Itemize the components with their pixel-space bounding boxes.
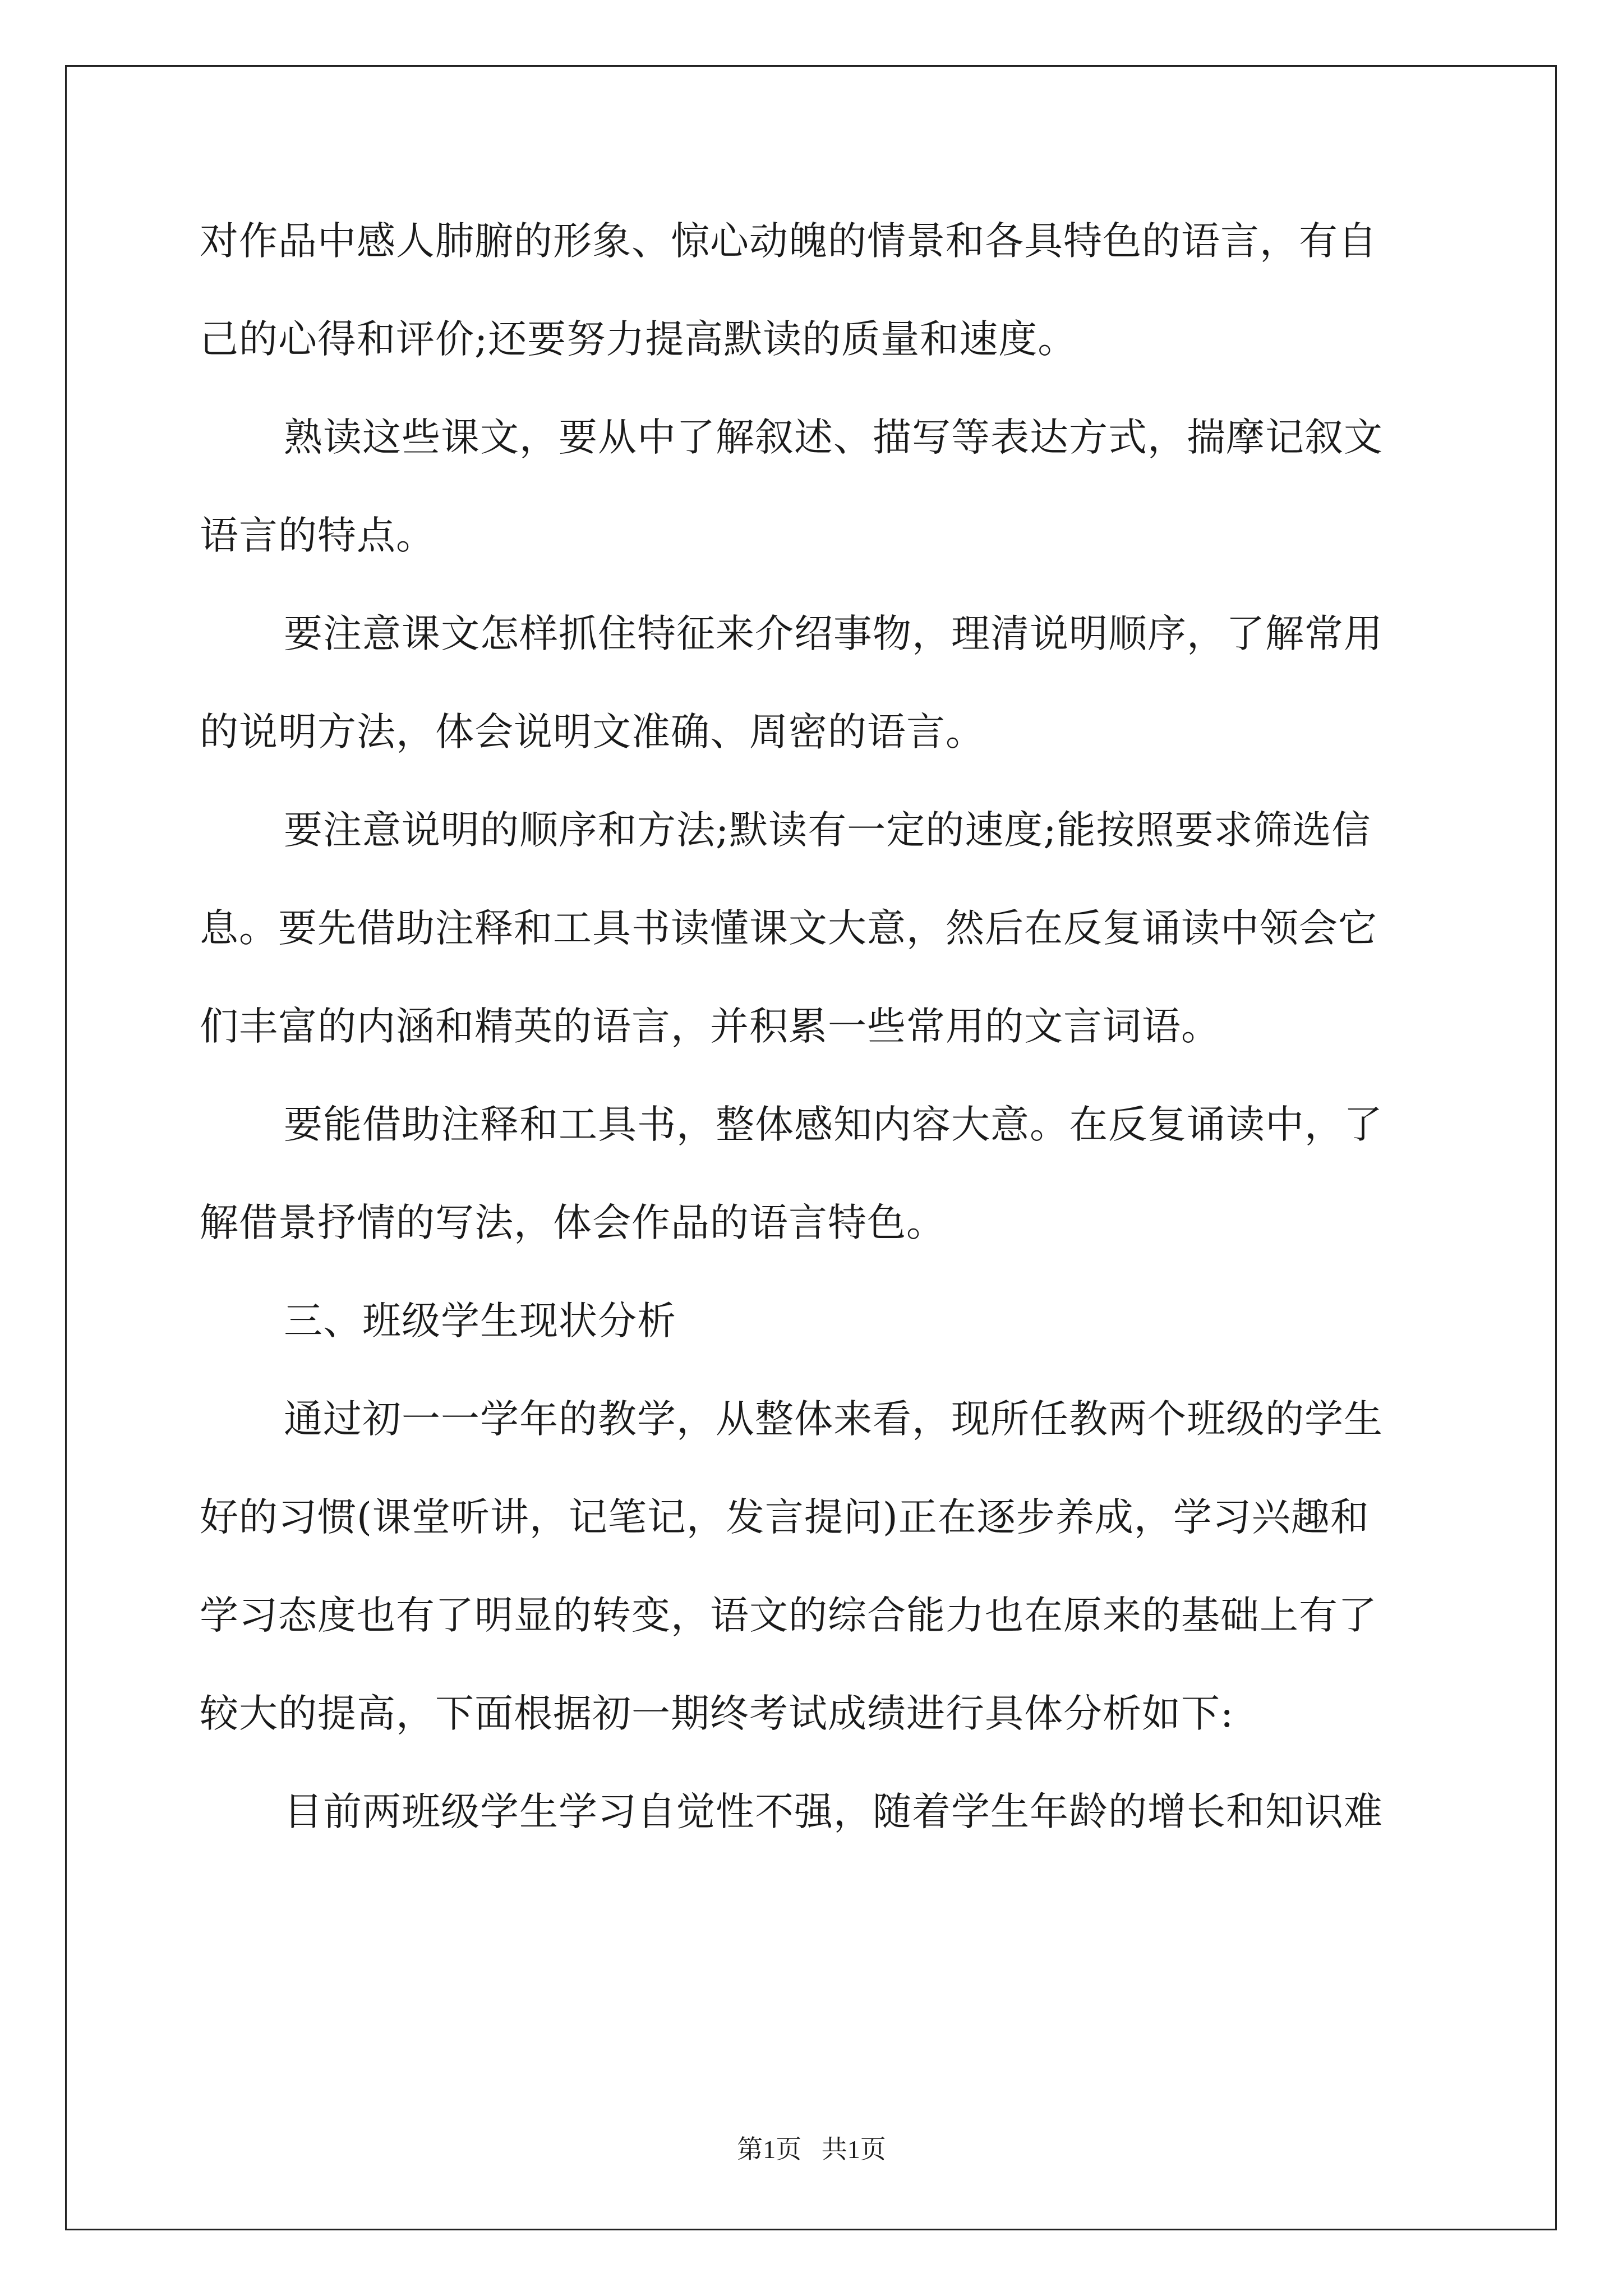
text-line: 要注意课文怎样抓住特征来介绍事物，理清说明顺序，了解常用	[284, 611, 1383, 656]
text-line: 息。要先借助注释和工具书读懂课文大意，然后在反复诵读中领会它	[200, 906, 1377, 951]
text-line: 三、班级学生现状分析	[284, 1299, 676, 1343]
text-line: 语言的特点。	[200, 513, 435, 558]
text-line: 较大的提高，下面根据初一期终考试成绩进行具体分析如下:	[200, 1691, 1234, 1736]
page-number: 第1页	[737, 2135, 802, 2164]
paragraph	[200, 1391, 1433, 1784]
document-body	[200, 213, 1433, 1882]
paragraph	[200, 1097, 1433, 1293]
text-line: 通过初一一学年的教学，从整体来看，现所任教两个班级的学生	[284, 1397, 1383, 1442]
text-line: 解借景抒情的写法，体会作品的语言特色。	[200, 1200, 946, 1245]
text-line: 好的习惯(课堂听讲，记笔记，发言提问)正在逐步养成，学习兴趣和	[200, 1495, 1370, 1540]
text-line: 们丰富的内涵和精英的语言，并积累一些常用的文言词语。	[200, 1004, 1220, 1049]
text-line: 熟读这些课文，要从中了解叙述、描写等表达方式，揣摩记叙文	[284, 415, 1383, 460]
text-line: 目前两班级学生学习自觉性不强，随着学生年龄的增长和知识难	[284, 1789, 1383, 1834]
text-line: 要注意说明的顺序和方法;默读有一定的速度;能按照要求筛选信	[284, 808, 1371, 853]
text-line: 要能借助注释和工具书，整体感知内容大意。在反复诵读中，了	[284, 1102, 1383, 1147]
section-heading	[200, 1293, 1433, 1391]
paragraph	[200, 802, 1433, 1097]
paragraph	[200, 606, 1433, 802]
text-line: 己的心得和评价;还要努力提高默读的质量和速度。	[200, 317, 1077, 362]
page-footer	[0, 2129, 1623, 2166]
paragraph	[200, 213, 1433, 409]
text-line: 对作品中感人肺腑的形象、惊心动魄的情景和各具特色的语言，有自	[200, 219, 1377, 264]
paragraph	[200, 409, 1433, 606]
page-total: 共1页	[821, 2135, 886, 2164]
paragraph	[200, 1784, 1433, 1882]
text-line: 的说明方法，体会说明文准确、周密的语言。	[200, 710, 985, 754]
text-line: 学习态度也有了明显的转变，语文的综合能力也在原来的基础上有了	[200, 1593, 1377, 1638]
